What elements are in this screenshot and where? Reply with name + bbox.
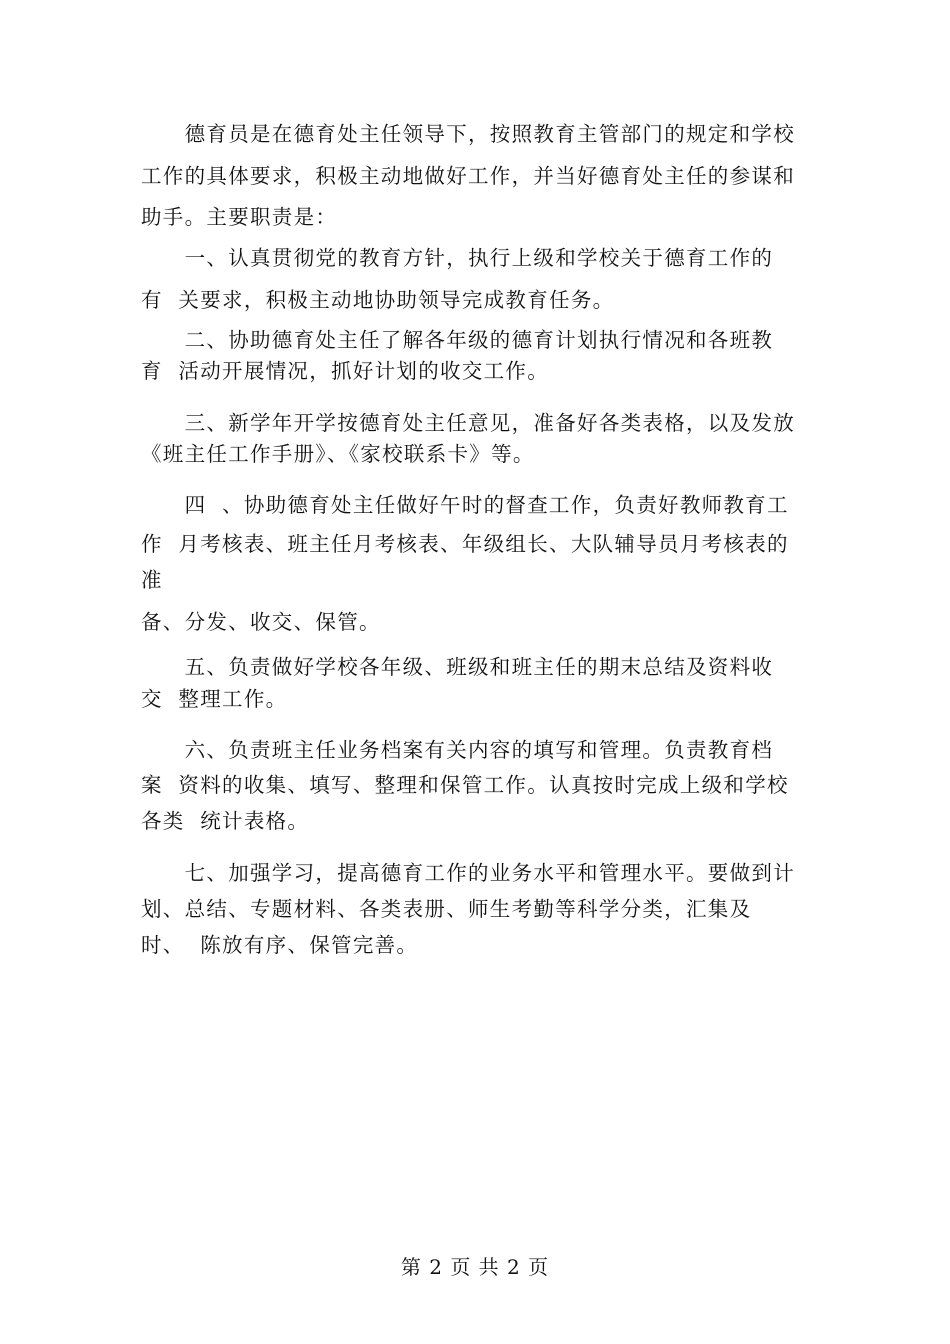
text-line: 备、分发、收交、保管。 xyxy=(141,610,381,634)
text-line: 时、 陈放有序、保管完善。 xyxy=(141,933,419,957)
page-number-footer: 第 2 页 共 2 页 xyxy=(400,1255,550,1279)
text-line: 四 、协助德育处主任做好午时的督查工作，负责好教师教育工 xyxy=(141,493,789,517)
text-line: 一、认真贯彻党的教育方针，执行上级和学校关于德育工作的 xyxy=(141,246,774,270)
text-line: 各类 统计表格。 xyxy=(141,809,310,833)
text-line: 六、负责班主任业务档案有关内容的填写和管理。负责教育档 xyxy=(141,738,774,762)
text-line: 工作的具体要求，积极主动地做好工作，并当好德育处主任的参谋和 xyxy=(141,164,795,188)
text-line: 有 关要求，积极主动地协助领导完成教育任务。 xyxy=(141,288,615,312)
text-line: 作 月考核表、班主任月考核表、年级组长、大队辅导员月考核表的 xyxy=(141,532,789,556)
text-line: 德育员是在德育处主任领导下，按照教育主管部门的规定和学校 xyxy=(141,122,795,146)
text-line: 准 xyxy=(141,568,163,592)
text-line: 案 资料的收集、填写、整理和保管工作。认真按时完成上级和学校 xyxy=(141,773,789,797)
text-line: 七、加强学习，提高德育工作的业务水平和管理水平。要做到计 xyxy=(141,861,795,885)
text-line: 划、总结、专题材料、各类表册、师生考勤等科学分类，汇集及 xyxy=(141,897,752,921)
text-line: 《班主任工作手册》、《家校联系卡》等。 xyxy=(141,442,535,466)
text-line: 五、负责做好学校各年级、班级和班主任的期末总结及资料收 xyxy=(141,655,774,679)
text-line: 育 活动开展情况，抓好计划的收交工作。 xyxy=(141,359,550,383)
text-line: 交 整理工作。 xyxy=(141,687,288,711)
text-line: 二、协助德育处主任了解各年级的德育计划执行情况和各班教 xyxy=(141,328,774,352)
text-line: 助手。主要职责是： xyxy=(141,205,338,229)
text-line: 三、新学年开学按德育处主任意见，准备好各类表格，以及发放 xyxy=(141,411,795,435)
